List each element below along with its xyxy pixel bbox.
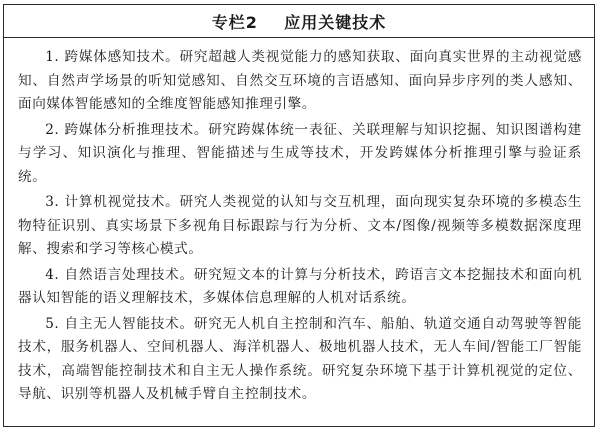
column-title: 专栏2 应用关键技术 — [211, 12, 387, 32]
item-computer-vision: 3. 计算机视觉技术。研究人类视觉的认知与交互机理，面向现实复杂环境的多模态生物特征识别、真实场景下多视角目标跟踪与行为分析、文本/图像/视频等多模数据深度理解、搜索和学习等核心模式。 — [18, 194, 582, 257]
column-box — [3, 4, 595, 427]
column-body — [4, 38, 594, 415]
item-autonomous-unmanned: 5. 自主无人智能技术。研究无人机自主控制和汽车、船舶、轨道交通自动驾驶等智能技术，服务机器人、空间机器人、海洋机器人、极地机器人技术，无人车间/智能工厂智能技术，高端智能控制技术和自主无人操作系统。研究复杂环境下基于计算机视觉的定位、导航、识别等机器人及机械手臂自主控制技术。 — [18, 315, 582, 402]
item-cross-media-perception: 1. 跨媒体感知技术。研究超越人类视觉能力的感知获取、面向真实世界的主动视觉感知、自然声学场景的听知觉感知、自然交互环境的言语感知、面向异步序列的类人感知、面向媒体智能感知的全维度智能感知推理引擎。 — [18, 49, 582, 112]
item-cross-media-analysis: 2. 跨媒体分析推理技术。研究跨媒体统一表征、关联理解与知识挖掘、知识图谱构建与学习、知识演化与推理、智能描述与生成等技术，开发跨媒体分析推理引擎与验证系统。 — [18, 121, 582, 185]
column-header — [4, 5, 594, 38]
item-natural-language-processing: 4. 自然语言处理技术。研究短文本的计算与分析技术，跨语言文本挖掘技术和面向机器认知智能的语义理解技术，多媒体信息理解的人机对话系统。 — [18, 266, 582, 306]
